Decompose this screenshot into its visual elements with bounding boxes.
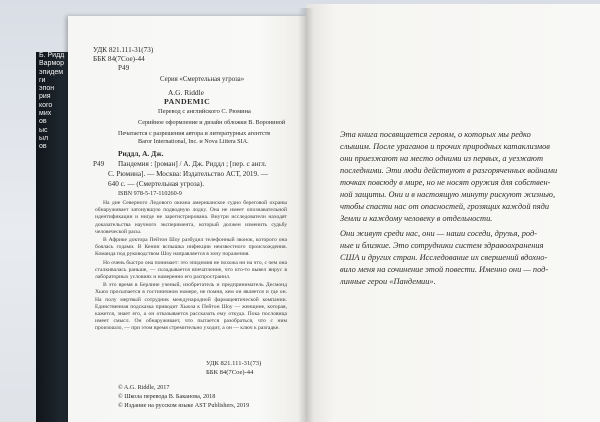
cover-spine-line: кого bbox=[39, 101, 53, 109]
copyright-translation: © Школа перевода В. Баканова, 2018 bbox=[118, 393, 216, 400]
series-line: Серия «Смертельная угроза» bbox=[160, 76, 245, 83]
p-code-top: Р49 bbox=[118, 64, 130, 72]
book-gutter bbox=[298, 8, 314, 422]
catalog-code: Р49 bbox=[93, 160, 105, 168]
catalog-line-3: 640 с. — (Смертельная угроза). bbox=[108, 180, 205, 188]
dedication bbox=[330, 129, 556, 291]
cover-spine-line: ыл bbox=[39, 134, 49, 142]
isbn: ISBN 978-5-17-110260-9 bbox=[118, 190, 182, 197]
cover-spine-line: эпидем bbox=[39, 68, 64, 76]
cover-spine-line: Б. Ридд bbox=[39, 52, 65, 59]
cover-spine-line: ги bbox=[39, 76, 46, 84]
cover-spine-line: Вармор bbox=[39, 60, 65, 68]
translation-credit: Перевод с английского С. Рюмина bbox=[158, 108, 251, 115]
dedication-line: они приезжают на место одними из первых, а уезжают bbox=[340, 154, 544, 163]
dedication-line: слышим. После ураганов и прочих природных катаклизмов bbox=[340, 142, 550, 151]
bbk-bottom: ББК 84(7Сое)-44 bbox=[206, 369, 254, 376]
cover-spine-line: ов bbox=[39, 143, 47, 151]
dedication-line: ной защиты. Они и в настоящую минуту рискуют жизнью, bbox=[340, 190, 556, 199]
title-en: PANDEMIC bbox=[164, 97, 211, 106]
cover-spine-line: мих bbox=[39, 110, 52, 118]
dedication-line: Земли и каждому человеку в отдельности. bbox=[340, 214, 493, 223]
copyright-edition: © Издание на русском языке AST Publishers, 2019 bbox=[118, 402, 250, 409]
dedication-line: чтобы спасти нас от опасностей, грозящих каждой пяди bbox=[340, 202, 550, 211]
copyright-author: © A.G. Riddle, 2017 bbox=[118, 384, 170, 391]
design-credit: Серийное оформление и дизайн обложки В. Ворониной bbox=[138, 119, 286, 126]
dedication-line: линные герои «Пандемии». bbox=[340, 277, 436, 286]
abstract-paragraph: На дне Северного Ледового океана американское судно береговой охраны обнаруживает затонувшую подводную лодку. Она не имеет опознавательной идентификации и нигде не зарегистрирована. Внутри исследователи находят доказательства научного эксперимента, который должен изменить судьбу человеческой расы. bbox=[95, 200, 287, 235]
catalog-line-1: Пандемия : [роман] / А. Дж. Риддл ; [пер. с англ. bbox=[118, 160, 267, 168]
abstract-paragraph: В это время в Берлине ученый, изобретатель и предприниматель Десмонд Хьюз просыпается в гостиничном номере, не помня, кем он является и где он. На полу мертвый сотрудник международной фармацевтической компании. Единственная подсказка приводит Хьюза к Пейтон Шоу — женщине, которая, кажется, знает его, а он отказывается рассказать ему откуда. Пока пословица имеет смысл. Он обнаруживает, что пытается разобраться, что с ним произошло, — при этом время стремительно уходит, а он — ключ к разгадке. bbox=[95, 282, 287, 332]
abstract-paragraph: Но очень быстро она понимает: это эпидемия не похожа ни на что, с чем она сталкивалась раньше, — складывается впечатление, что кто-то вывел вирус в лабораторных условиях и намеренно его распространил. bbox=[95, 259, 287, 281]
cover-spine-line: эпон bbox=[39, 85, 55, 93]
author-en: A.G. Riddle bbox=[168, 88, 204, 97]
dedication-line: последними. Эти люди действуют в разгоряченных войнами bbox=[340, 166, 558, 175]
dedication-line: вило меня на сочинение этой повести. Именно они — под- bbox=[340, 265, 549, 274]
udk-top: УДК 821.111-31(73) bbox=[93, 46, 154, 54]
dedication-line: Они живут среди нас, они — наши соседи, друзья, род- bbox=[340, 229, 538, 238]
cover-spine-line: рия bbox=[39, 93, 51, 101]
dedication-line: США и других стран. Исследование их свершений вдохно- bbox=[340, 253, 548, 262]
dedication-paragraph-1 bbox=[330, 129, 556, 225]
catalog-author: Риддл, А. Дж. bbox=[118, 149, 164, 158]
udk-bottom: УДК 821.111-31(73) bbox=[206, 360, 262, 367]
catalog-line-2: С. Рюмина]. — Москва: Издательство АСТ, 2019. — bbox=[108, 170, 268, 178]
permission-line-1: Печатается с разрешения автора и литературных агентств bbox=[118, 130, 271, 137]
permission-line-2: Baror International, Inc. и Nova Littera SIA. bbox=[138, 138, 249, 145]
cover-spine-line: ыс bbox=[39, 126, 48, 134]
abstract-paragraph: В Африке доктора Пейтон Шоу разбудил телефонный звонок, которого она боялась годами. В Кении вспышка инфекции неизвестного происхождения. Команда под руководством Шоу направляется в зону поражения. bbox=[95, 237, 287, 258]
bbk-top: ББК 84(7Сое)-44 bbox=[93, 55, 145, 63]
dedication-line: Эта книга посвящается героям, о которых мы редко bbox=[340, 130, 531, 139]
dedication-paragraph-2 bbox=[330, 228, 556, 288]
book-abstract bbox=[95, 200, 287, 334]
dedication-line: ные и близкие. Это сотрудники систем здравоохранения bbox=[340, 241, 544, 250]
cover-spine-line: ов bbox=[39, 118, 47, 126]
dedication-line: точках повсюду в мире, но не носят оружия для собствен- bbox=[340, 178, 551, 187]
